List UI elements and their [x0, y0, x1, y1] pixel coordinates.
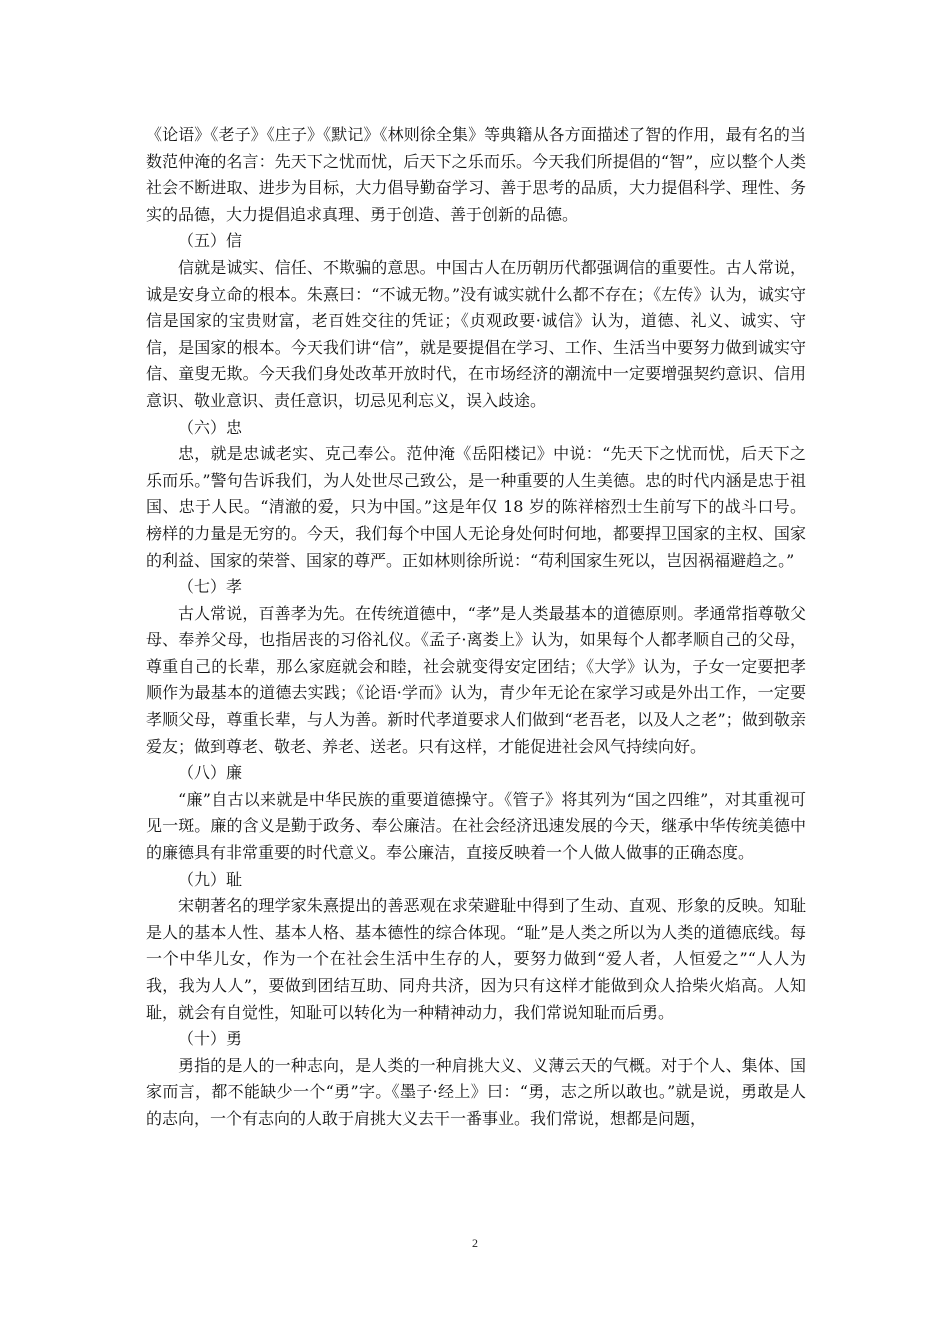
section-heading-lian: （八）廉 — [178, 763, 243, 783]
section-body-zhong: 忠，就是忠诚老实、克己奉公。范仲淹《岳阳楼记》中说：“先天下之忧而忧，后天下之乐而乐。”警句告诉我们，为人处世尽己致公，是一种重要的人生美德。忠的时代内涵是忠于祖国、忠于人民。“清澈的爱，只为中国。”这是年仅 18 岁的陈祥榕烈士生前写下的战斗口号。榜样的力量是无穷的。今天，我们每个中国人无论身处何时何地，都要捍卫国家的主权、国家的利益、国家的荣誉、国家的尊严。正如林则徐所说：“苟利国家生死以，岂因祸福避趋之。” — [146, 444, 806, 570]
intro-paragraph: 《论语》《老子》《庄子》《默记》《林则徐全集》等典籍从各方面描述了智的作用，最有名的当数范仲淹的名言：先天下之忧而忧，后天下之乐而乐。今天我们所提倡的“智”，应以整个人类社会不断进取、进步为目标，大力倡导勤奋学习、善于思考的品质，大力提倡科学、理性、务实的品德，大力提倡追求真理、勇于创造、善于创新的品德。 — [146, 125, 806, 224]
page-number: 2 — [472, 1236, 478, 1250]
section-heading-zhong: （六）忠 — [178, 417, 243, 437]
page-body — [146, 122, 806, 1133]
section-body-chi: 宋朝著名的理学家朱熹提出的善恶观在求荣避耻中得到了生动、直观、形象的反映。知耻是人的基本人性、基本人格、基本德性的综合体现。“耻”是人类之所以为人类的道德底线。每一个中华儿女，作为一个在社会生活中生存的人，要努力做到“爱人者，人恒爱之”“人人为我，我为人人”，要做到团结互助、同舟共济，因为只有这样才能做到众人拾柴火焰高。人知耻，就会有自觉性，知耻可以转化为一种精神动力，我们常说知耻而后勇。 — [146, 896, 806, 1022]
section-heading-xiao: （七）孝 — [178, 577, 243, 597]
section-body-lian: “廉”自古以来就是中华民族的重要道德操守。《管子》将其列为“国之四维”，对其重视可见一斑。廉的含义是勤于政务、奉公廉洁。在社会经济迅速发展的今天，继承中华传统美德中的廉德具有非常重要的时代意义。奉公廉洁，直接反映着一个人做人做事的正确态度。 — [146, 789, 806, 863]
section-heading-chi: （九）耻 — [178, 869, 243, 889]
section-body-xin: 信就是诚实、信任、不欺骗的意思。中国古人在历朝历代都强调信的重要性。古人常说，诚是安身立命的根本。朱熹曰：“不诚无物。”没有诚实就什么都不存在；《左传》认为，诚实守信是国家的宝贵财富，老百姓交往的凭证；《贞观政要·诚信》认为，道德、礼义、诚实、守信，是国家的根本。今天我们讲“信”，就是要提倡在学习、工作、生活当中要努力做到诚实守信、童叟无欺。今天我们身处改革开放时代，在市场经济的潮流中一定要增强契约意识、信用意识、敬业意识、责任意识，切忌见利忘义，误入歧途。 — [146, 257, 806, 410]
section-body-yong: 勇指的是人的一种志向，是人类的一种肩挑大义、义薄云天的气概。对于个人、集体、国家而言，都不能缺少一个“勇”字。《墨子·经上》曰：“勇，志之所以敢也。”就是说，勇敢是人的志向，一个有志向的人敢于肩挑大义去干一番事业。我们常说，想都是问题， — [146, 1055, 806, 1128]
section-heading-yong: （十）勇 — [178, 1029, 243, 1049]
section-body-xiao: 古人常说，百善孝为先。在传统道德中，“孝”是人类最基本的道德原则。孝通常指尊敬父母、奉养父母，也指居丧的习俗礼仪。《孟子·离娄上》认为，如果每个人都孝顺自己的父母，尊重自己的长辈，那么家庭就会和睦，社会就变得安定团结；《大学》认为，子女一定要把孝顺作为最基本的道德去实践；《论语·学而》认为，青少年无论在家学习或是外出工作，一定要孝顺父母，尊重长辈，与人为善。新时代孝道要求人们做到“老吾老，以及人之老”；做到敬亲爱友；做到尊老、敬老、养老、送老。只有这样，才能促进社会风气持续向好。 — [146, 603, 806, 756]
section-heading-xin: （五）信 — [178, 231, 243, 251]
